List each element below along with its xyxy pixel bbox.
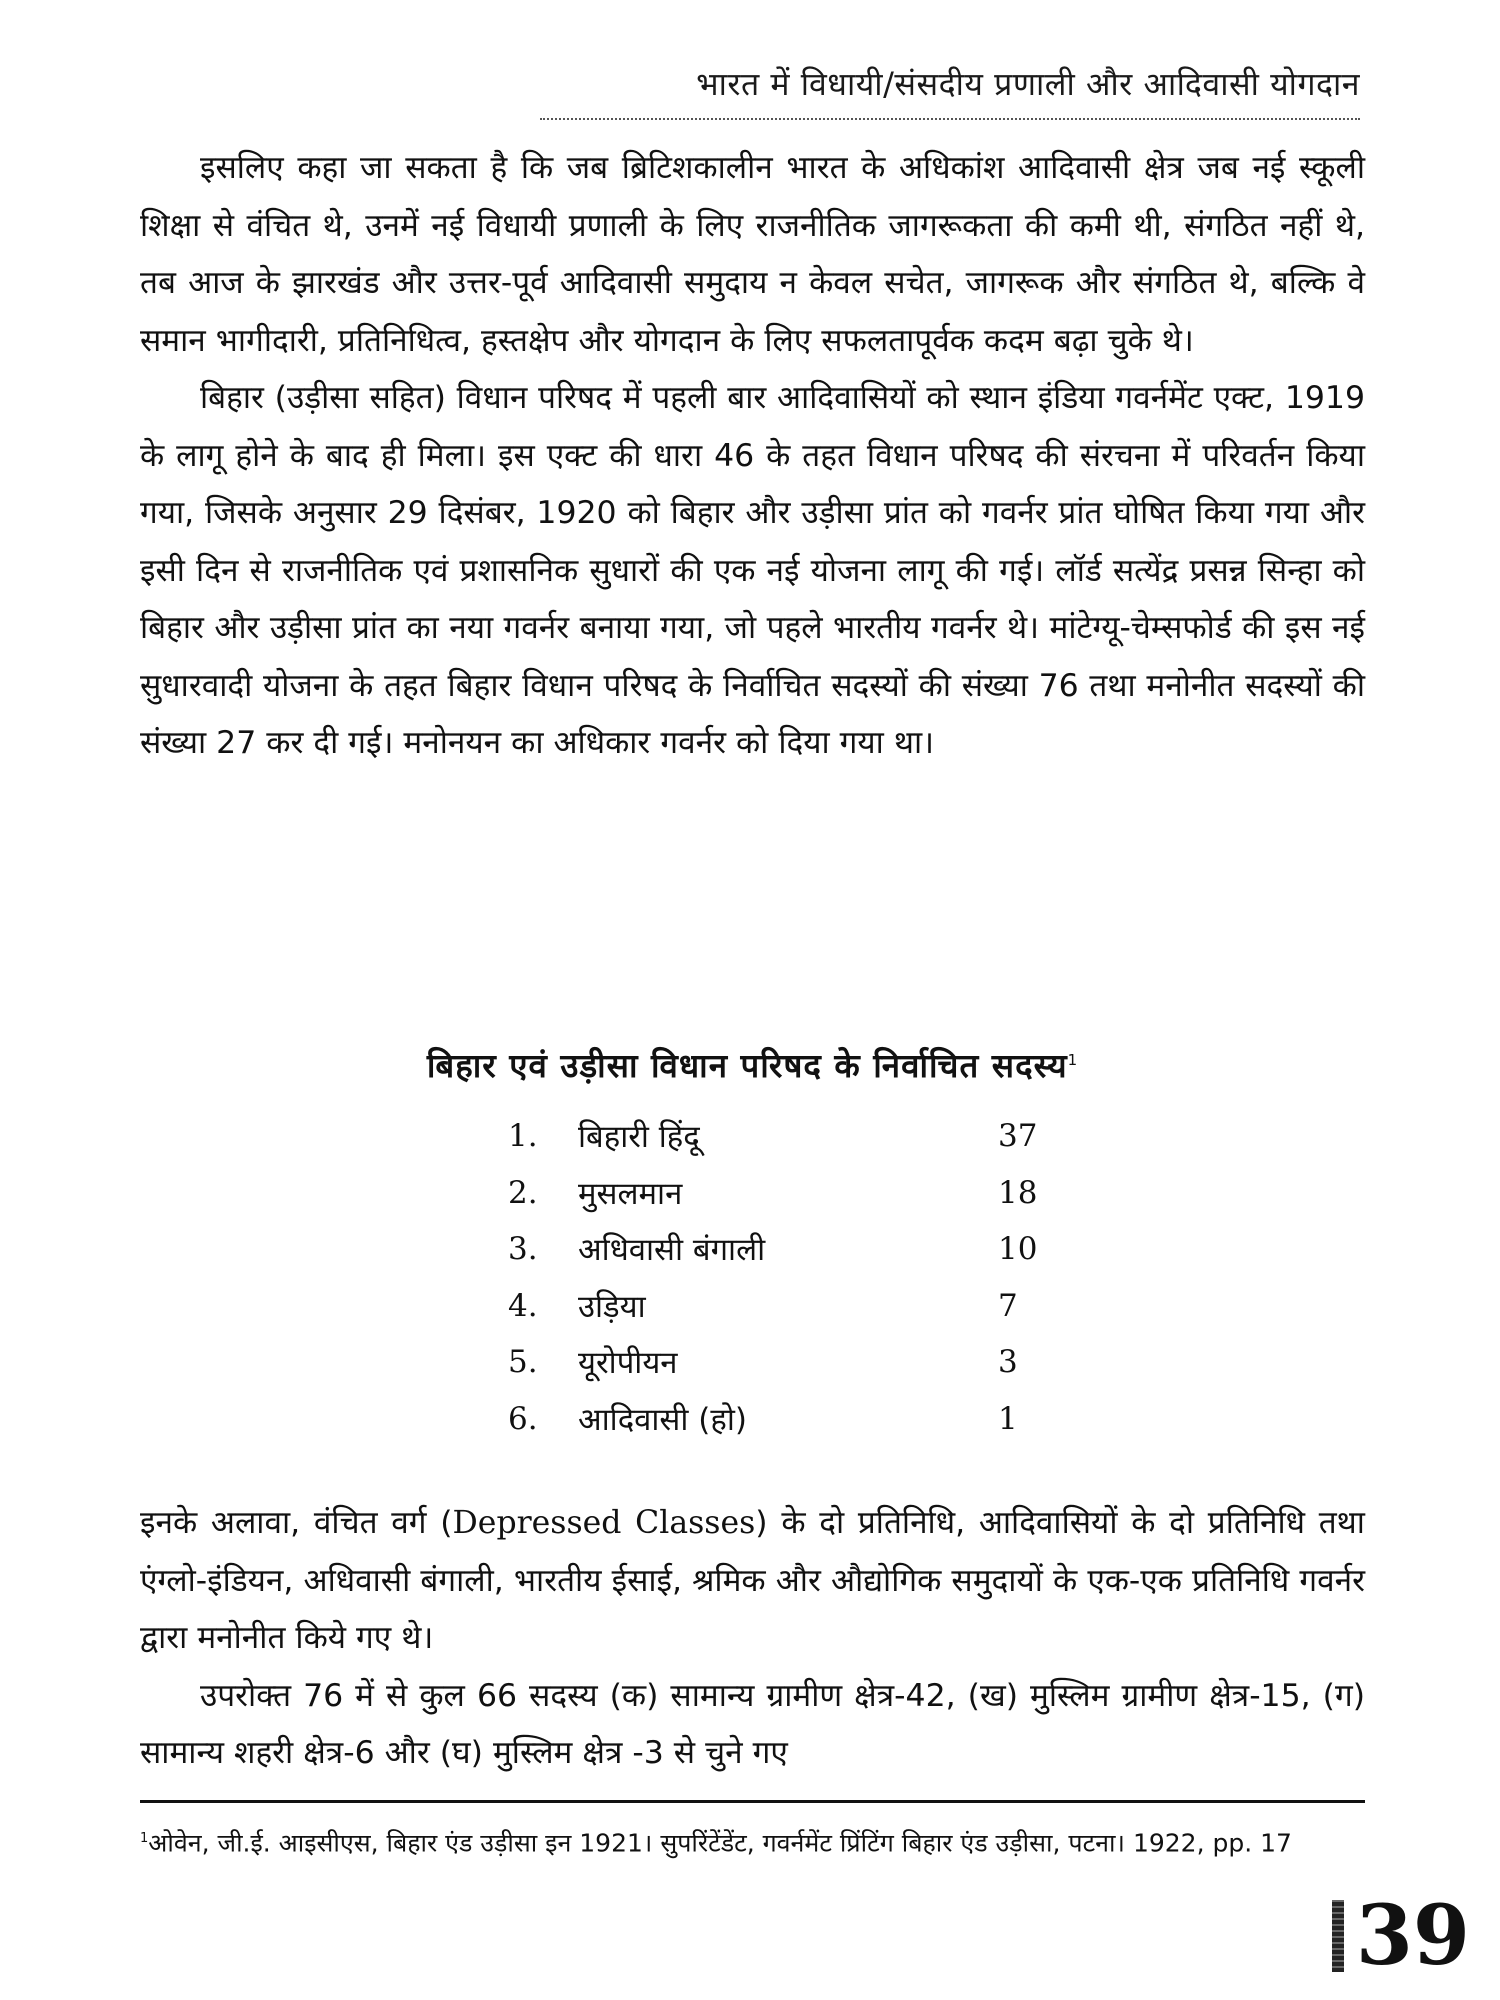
footnote	[140, 1815, 1365, 1867]
page-number: 39	[1355, 1888, 1470, 1984]
table-row	[508, 1165, 1068, 1222]
body-text-bottom	[140, 1495, 1365, 1783]
page-number-bar	[1332, 1900, 1344, 1972]
running-header: भारत में विधायी/संसदीय प्रणाली और आदिवासी योगदान	[696, 65, 1360, 103]
row-count: 18	[998, 1174, 1038, 1211]
row-number: 2.	[508, 1174, 538, 1211]
paragraph-1: इसलिए कहा जा सकता है कि जब ब्रिटिशकालीन भारत के अधिकांश आदिवासी क्षेत्र जब नई स्कूली शिक्षा से वंचित थे, उनमें नई विधायी प्रणाली के लिए राजनीतिक जागरूकता की कमी थी, संगठित नहीं थे, तब आज के झारखंड और उत्तर-पूर्व आदिवासी समुदाय न केवल सचेत, जागरूक और संगठित थे, बल्कि वे समान भागीदारी, प्रतिनिधित्व, हस्तक्षेप और योगदान के लिए सफलतापूर्वक कदम बढ़ा चुके थे।	[140, 150, 1365, 359]
member-list	[508, 1108, 1068, 1447]
row-number: 4.	[508, 1287, 538, 1324]
table-row	[508, 1391, 1068, 1448]
row-count: 37	[998, 1118, 1038, 1155]
row-group: आदिवासी (हो)	[578, 1401, 747, 1438]
row-number: 5.	[508, 1344, 538, 1381]
paragraph-4: उपरोक्त 76 में से कुल 66 सदस्य (क) सामान्य ग्रामीण क्षेत्र-42, (ख) मुस्लिम ग्रामीण क्षेत्र-15, (ग) सामान्य शहरी क्षेत्र-6 और (घ) मुस्लिम क्षेत्र -3 से चुने गए	[140, 1677, 1365, 1771]
page-number-block	[1332, 1888, 1470, 1984]
paragraph-2: बिहार (उड़ीसा सहित) विधान परिषद में पहली बार आदिवासियों को स्थान इंडिया गवर्नमेंट एक्ट, 1919 के लागू होने के बाद ही मिला। इस एक्ट की धारा 46 के तहत विधान परिषद की संरचना में परिवर्तन किया गया, जिसके अनुसार 29 दिसंबर, 1920 को बिहार और उड़ीसा प्रांत को गवर्नर प्रांत घोषित किया गया और इसी दिन से राजनीतिक एवं प्रशासनिक सुधारों की एक नई योजना लागू की गई। लॉर्ड सत्येंद्र प्रसन्न सिन्हा को बिहार और उड़ीसा प्रांत का नया गवर्नर बनाया गया, जो पहले भारतीय गवर्नर थे। मांटेग्यू-चेम्सफोर्ड की इस नई सुधारवादी योजना के तहत बिहार विधान परिषद के निर्वाचित सदस्यों की संख्या 76 तथा मनोनीत सदस्यों की संख्या 27 कर दी गई। मनोनयन का अधिकार गवर्नर को दिया गया था।	[140, 380, 1365, 761]
paragraph-3-part-a: इनके अलावा, वंचित वर्ग (	[140, 1505, 453, 1541]
header-dotted-rule	[540, 118, 1360, 120]
row-number: 6.	[508, 1400, 538, 1437]
row-count: 3	[998, 1344, 1018, 1381]
row-group: मुसलमान	[578, 1175, 683, 1212]
footnote-text: ओवेन, जी.ई. आइसीएस, बिहार एंड उड़ीसा इन 1921। सुपरिंटेंडेंट, गवर्नमेंट प्रिंटिंग बिहार एंड उड़ीसा, पटना। 1922, pp. 17	[148, 1828, 1292, 1858]
table-title-text: बिहार एवं उड़ीसा विधान परिषद के निर्वाचित सदस्य	[426, 1046, 1068, 1085]
table-row	[508, 1108, 1068, 1165]
footnote-rule	[140, 1800, 1365, 1803]
table-row	[508, 1334, 1068, 1391]
row-number: 1.	[508, 1118, 538, 1155]
row-number: 3.	[508, 1231, 538, 1268]
row-group: यूरोपीयन	[578, 1345, 678, 1382]
row-count: 10	[998, 1231, 1038, 1268]
footnote-marker: 1	[140, 1831, 149, 1846]
body-text-top	[140, 140, 1365, 773]
table-row	[508, 1278, 1068, 1335]
paragraph-3-english-term: Depressed Classes	[452, 1505, 756, 1541]
row-count: 1	[998, 1400, 1018, 1437]
row-group: बिहारी हिंदू	[578, 1119, 700, 1156]
row-count: 7	[998, 1287, 1018, 1324]
row-group: उड़िया	[578, 1288, 646, 1325]
row-group: अधिवासी बंगाली	[578, 1232, 766, 1269]
table-row	[508, 1221, 1068, 1278]
table-title	[140, 1042, 1365, 1087]
paragraph-3-part-b: ) के दो प्रतिनिधि, आदिवासियों के दो प्रतिनिधि तथा एंग्लो-इंडियन, अधिवासी बंगाली, भारतीय ईसाई, श्रमिक और औद्योगिक समुदायों के एक-एक प्रतिनिधि गवर्नर द्वारा मनोनीत किये गए थे।	[140, 1505, 1365, 1656]
paragraph-3	[140, 1495, 1365, 1668]
table-title-footnote-marker: 1	[1067, 1051, 1079, 1069]
